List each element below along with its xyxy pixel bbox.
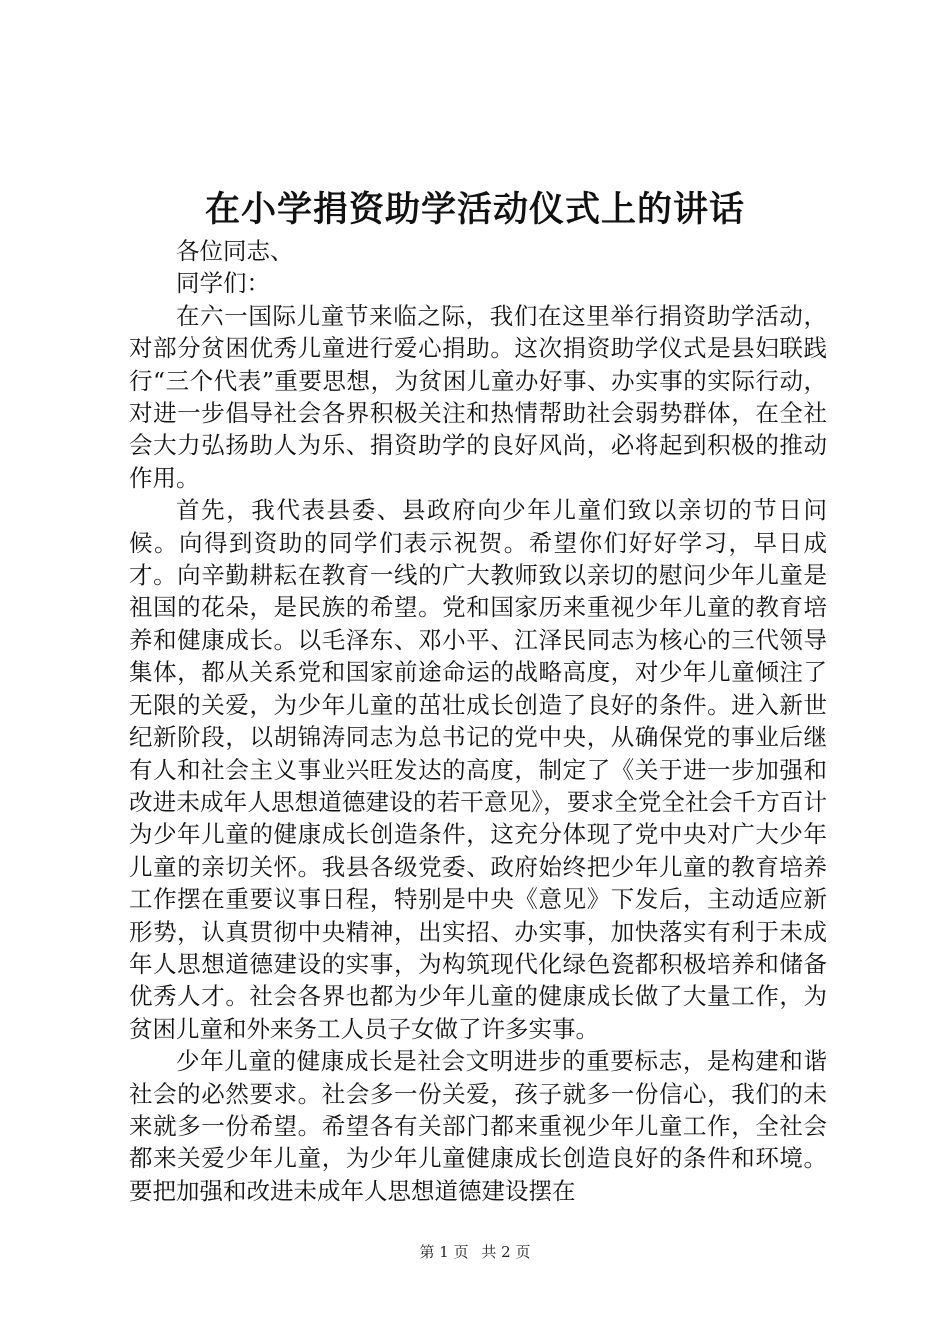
paragraph-3: 少年儿童的健康成长是社会文明进步的重要标志，是构建和谐社会的必然要求。社会多一份关爱，孩子就多一份信心，我们的未来就多一份希望。希望各有关部门都来重视少年儿童工作，全社会都来关爱少年儿童，为少年儿童健康成长创造良好的条件和环境。要把加强和改进未成年人思想道德建设摆在 bbox=[129, 1047, 827, 1205]
page-footer bbox=[0, 1242, 950, 1262]
page-number: 第 1 页 bbox=[419, 1243, 469, 1261]
paragraph-1: 在六一国际儿童节来临之际，我们在这里举行捐资助学活动，对部分贫困优秀儿童进行爱心捐助。这次捐资助学仪式是县妇联践行“三个代表”重要思想，为贫困儿童办好事、办实事的实际行动，对进一步倡导社会各界积极关注和热情帮助社会弱势群体，在全社会大力弘扬助人为乐、捐资助学的良好风尚，必将起到积极的推动作用。 bbox=[129, 301, 827, 492]
page-total: 共 2 页 bbox=[481, 1243, 531, 1261]
document-body bbox=[129, 235, 827, 1207]
paragraph-2: 首先，我代表县委、县政府向少年儿童们致以亲切的节日问候。向得到资助的同学们表示祝贺。希望你们好好学习，早日成才。向辛勤耕耘在教育一线的广大教师致以亲切的慰问少年儿童是祖国的花朵，是民族的希望。党和国家历来重视少年儿童的教育培养和健康成长。以毛泽东、邓小平、江泽民同志为核心的三代领导集体，都从关系党和国家前途命运的战略高度，对少年儿童倾注了无限的关爱，为少年儿童的茁壮成长创造了良好的条件。进入新世纪新阶段，以胡锦涛同志为总书记的党中央，从确保党的事业后继有人和社会主义事业兴旺发达的高度，制定了《关于进一步加强和改进未成年人思想道德建设的若干意见》，要求全党全社会千方百计为少年儿童的健康成长创造条件，这充分体现了党中央对广大少年儿童的亲切关怀。我县各级党委、政府始终把少年儿童的教育培养工作摆在重要议事日程，特别是中央《意见》下发后，主动适应新形势，认真贯彻中央精神，出实招、办实事，加快落实有利于未成年人思想道德建设的实事，为构筑现代化绿色瓷都积极培养和储备优秀人才。社会各界也都为少年儿童的健康成长做了大量工作，为贫困儿童和外来务工人员子女做了许多实事。 bbox=[129, 496, 827, 1043]
salutation-line-1: 各位同志、 bbox=[176, 237, 294, 265]
salutation-line-2: 同学们： bbox=[176, 269, 270, 298]
document-title: 在小学捐资助学活动仪式上的讲话 bbox=[204, 190, 745, 230]
